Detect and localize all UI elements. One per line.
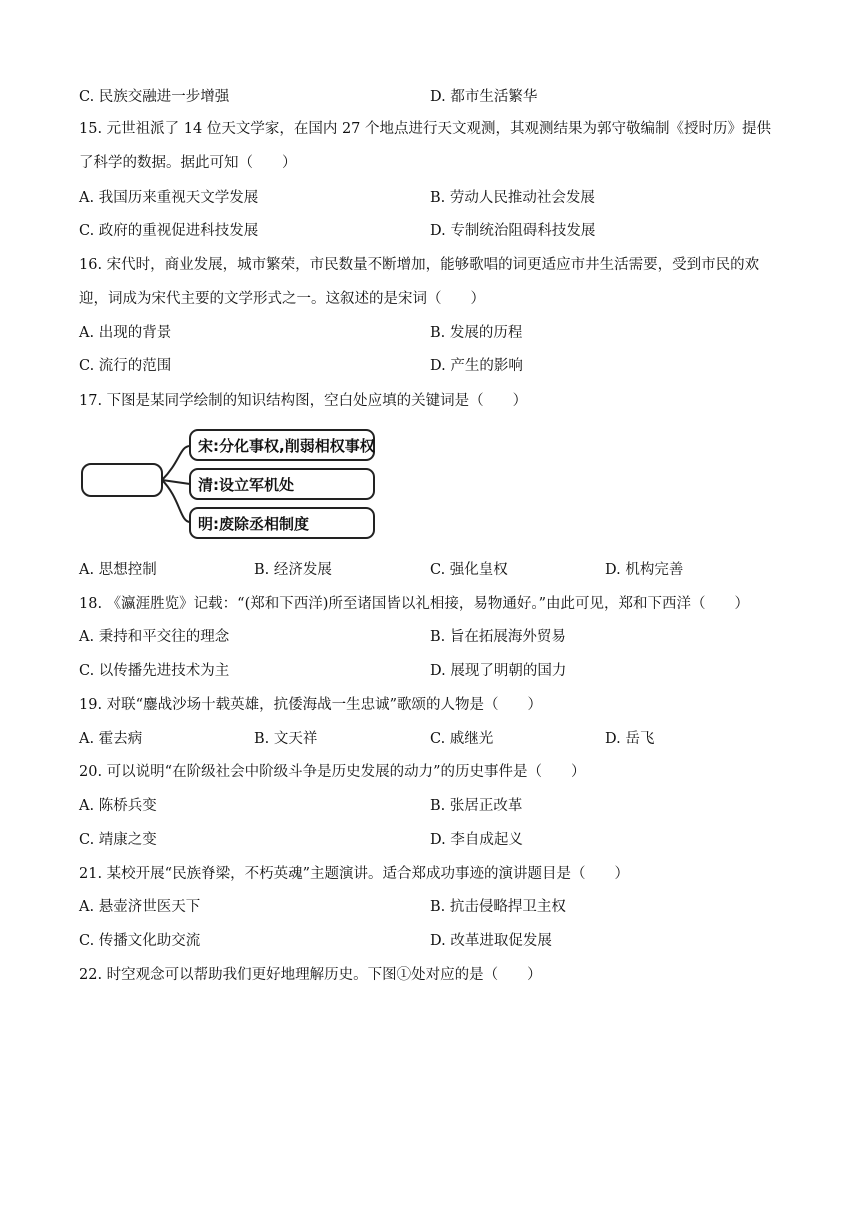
- question-19-option-d: D. 岳飞: [605, 731, 655, 747]
- question-19-stem-line-1: 19. 对联“鏖战沙场十载英雄，抗倭海战一生忠诚”歌颂的人物是（ ）: [79, 697, 542, 713]
- knowledge-structure-diagram: [80, 422, 380, 546]
- question-21-stem-line-1: 21. 某校开展“民族脊梁，不朽英魂”主题演讲。适合郑成功事迹的演讲题目是（ ）: [79, 866, 629, 882]
- question-19-option-a: A. 霍去病: [79, 731, 143, 747]
- question-16-option-a: A. 出现的背景: [79, 325, 172, 341]
- question-22-stem-line-1: 22. 时空观念可以帮助我们更好地理解历史。下图①处对应的是（ ）: [79, 967, 542, 983]
- question-18-option-c: C. 以传播先进技术为主: [79, 663, 230, 679]
- question-15-option-d: D. 专制统治阻碍科技发展: [430, 223, 596, 239]
- question-18-option-b: B. 旨在拓展海外贸易: [430, 629, 566, 645]
- question-16-stem-line-2: 迎，词成为宋代主要的文学形式之一。这叙述的是宋词（ ）: [79, 291, 485, 307]
- question-21-option-d: D. 改革进取促发展: [430, 933, 552, 949]
- option-prev-c: C. 民族交融进一步增强: [79, 89, 230, 105]
- question-17-option-a: A. 思想控制: [79, 562, 157, 578]
- question-18-stem-line-1: 18. 《瀛涯胜览》记载：“(郑和下西洋)所至诸国皆以礼相接，易物通好。”由此可见，郑和下西洋（ ）: [79, 596, 750, 612]
- question-17-option-d: D. 机构完善: [605, 562, 684, 578]
- question-17-option-b: B. 经济发展: [254, 562, 332, 578]
- question-17-option-c: C. 强化皇权: [430, 562, 508, 578]
- option-prev-d: D. 都市生活繁华: [430, 89, 538, 105]
- question-21-option-b: B. 抗击侵略捍卫主权: [430, 899, 566, 915]
- question-21-option-a: A. 悬壶济世医天下: [79, 899, 201, 915]
- question-17-stem-line-1: 17. 下图是某同学绘制的知识结构图，空白处应填的关键词是（ ）: [79, 393, 528, 409]
- diagram-branch-song-text: 宋:分化事权,削弱相权事权: [198, 437, 375, 455]
- question-18-option-d: D. 展现了明朝的国力: [430, 663, 567, 679]
- question-16-option-d: D. 产生的影响: [430, 358, 523, 374]
- diagram-blank-box: [82, 464, 162, 496]
- question-15-option-a: A. 我国历来重视天文学发展: [79, 190, 259, 206]
- question-20-option-b: B. 张居正改革: [430, 798, 523, 814]
- question-18-option-a: A. 秉持和平交往的理念: [79, 629, 230, 645]
- question-15-stem-line-1: 15. 元世祖派了 14 位天文学家，在国内 27 个地点进行天文观测，其观测结果为郭守敬编制《授时历》提供: [79, 121, 772, 137]
- question-16-option-b: B. 发展的历程: [430, 325, 523, 341]
- question-16-option-c: C. 流行的范围: [79, 358, 172, 374]
- question-15-stem-line-2: 了科学的数据。据此可知（ ）: [79, 155, 297, 171]
- question-19-option-c: C. 戚继光: [430, 731, 494, 747]
- diagram-branch-ming-text: 明:废除丞相制度: [198, 515, 309, 533]
- question-15-option-b: B. 劳动人民推动社会发展: [430, 190, 595, 206]
- diagram-connector-bottom: [162, 480, 190, 522]
- question-16-stem-line-1: 16. 宋代时，商业发展，城市繁荣，市民数量不断增加，能够歌唱的词更适应市井生活需要，受到市民的欢: [79, 257, 760, 273]
- question-21-option-c: C. 传播文化助交流: [79, 933, 201, 949]
- question-20-option-a: A. 陈桥兵变: [79, 798, 157, 814]
- question-20-option-c: C. 靖康之变: [79, 832, 157, 848]
- question-20-stem-line-1: 20. 可以说明“在阶级社会中阶级斗争是历史发展的动力”的历史事件是（ ）: [79, 764, 586, 780]
- diagram-connector-top: [162, 446, 190, 480]
- question-20-option-d: D. 李自成起义: [430, 832, 523, 848]
- question-19-option-b: B. 文天祥: [254, 731, 318, 747]
- diagram-branch-qing-text: 清:设立军机处: [198, 476, 294, 494]
- question-15-option-c: C. 政府的重视促进科技发展: [79, 223, 259, 239]
